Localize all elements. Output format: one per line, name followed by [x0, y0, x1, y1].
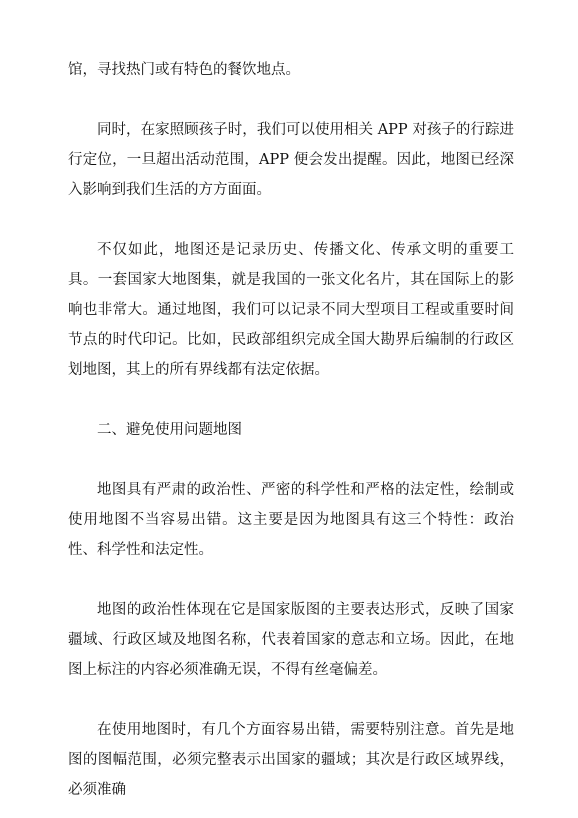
paragraph-continuation: 馆，寻找热门或有特色的餐饮地点。 — [68, 62, 300, 78]
paragraph-common-errors: 在使用地图时，有几个方面容易出错，需要特别注意。首先是地图的图幅范围，必须完整表示出国家的疆域；其次是行政区域界线，必须准确 — [68, 722, 514, 798]
paragraph-history-culture: 不仅如此，地图还是记录历史、传播文化、传承文明的重要工具。一套国家大地图集，就是我国的一张文化名片，其在国际上的影响也非常大。通过地图，我们可以记录不同大型项目工程或重要时间节点的时代印记。比如，民政部组织完成全国大勘界后编制的行政区划地图，其上的所有界线都有法定依据。 — [68, 242, 514, 378]
paragraph-map-properties: 地图具有严肃的政治性、严密的科学性和严格的法定性，绘制或使用地图不当容易出错。这主要是因为地图具有这三个特性：政治性、科学性和法定性。 — [68, 482, 514, 558]
paragraph-app-tracking: 同时，在家照顾孩子时，我们可以使用相关 APP 对孩子的行踪进行定位，一旦超出活动范围，APP 便会发出提醒。因此，地图已经深入影响到我们生活的方方面面。 — [68, 122, 514, 198]
paragraph-political-nature: 地图的政治性体现在它是国家版图的主要表达形式，反映了国家疆域、行政区域及地图名称，代表着国家的意志和立场。因此，在地图上标注的内容必须准确无误，不得有丝毫偏差。 — [68, 602, 514, 678]
section-heading: 二、避免使用问题地图 — [97, 422, 242, 438]
